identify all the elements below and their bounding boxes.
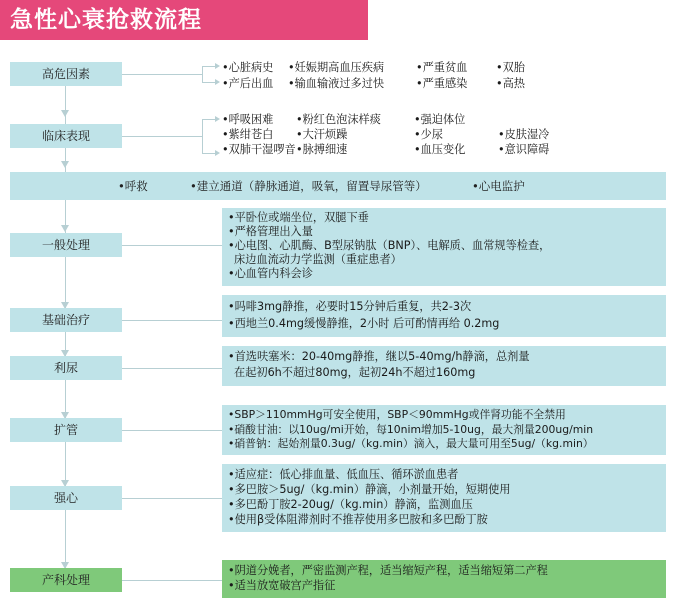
step-diuresis: 利尿 <box>10 356 122 380</box>
connector <box>202 66 203 82</box>
list-item: •严格管理出入量 <box>228 225 313 238</box>
list-item: •输血输液过多过快 <box>288 77 385 90</box>
list-item: •强迫体位 <box>414 113 466 126</box>
list-item: •适应症：低心排血量、低血压、循环淤血患者 <box>228 468 459 481</box>
rescue-access: •建立通道（静脉通道，吸氧，留置导尿管等） <box>190 179 427 193</box>
connector <box>122 74 202 75</box>
list-item: •大汗烦躁 <box>296 128 348 141</box>
list-item: •多巴胺＞5ug/（kg.min）静滴，小剂量开始，短期使用 <box>228 483 511 496</box>
diuresis-box <box>222 346 666 386</box>
list-item: •阴道分娩者，严密监测产程，适当缩短产程，适当缩短第二产程 <box>228 564 548 577</box>
connector-arrow <box>215 150 220 156</box>
list-item: •严重感染 <box>416 77 468 90</box>
list-item: •皮肤湿冷 <box>498 128 550 141</box>
list-item: 在起初6h不超过80mg，起初24h不超过160mg <box>234 366 476 379</box>
list-item: •适当放宽破宫产指征 <box>228 579 336 592</box>
flow-arrow <box>61 161 69 168</box>
list-item: •妊娠期高血压疾病 <box>288 61 385 74</box>
risk-factors-list <box>222 60 666 92</box>
connector <box>202 119 203 153</box>
connector-arrow <box>215 116 220 122</box>
connector <box>122 136 202 137</box>
step-clinical-signs: 临床表现 <box>10 124 122 148</box>
inotropic-box <box>222 464 666 532</box>
list-item <box>498 112 598 127</box>
list-item: •脉搏细速 <box>296 143 348 156</box>
list-item: •吗啡3mg静推，必要时15分钟后重复，共2-3次 <box>228 300 472 313</box>
clinical-signs-list <box>222 112 666 157</box>
list-item: •意识障碍 <box>498 143 550 156</box>
list-item: •高热 <box>496 77 525 90</box>
list-item: •双肺干湿啰音 <box>222 143 296 156</box>
page-title: 急性心衰抢救流程 <box>0 0 368 40</box>
list-item: •血压变化 <box>414 143 466 156</box>
list-item: •心电图、心肌酶、B型尿钠肽（BNP）、电解质、血常规等检查， <box>228 239 551 252</box>
rescue-bar <box>10 172 666 200</box>
connector-arrow <box>215 79 220 85</box>
list-item: •心血管内科会诊 <box>228 267 313 280</box>
list-item: •紫绀苍白 <box>222 128 274 141</box>
general-care-box <box>222 208 666 286</box>
step-risk-factors: 高危因素 <box>10 62 122 86</box>
rescue-monitor: •心电监护 <box>472 179 525 193</box>
rescue-call: •呼救 <box>118 179 148 193</box>
step-inotropic: 强心 <box>10 486 122 510</box>
list-item: •平卧位或端坐位，双腿下垂 <box>228 211 369 224</box>
list-item: •产后出血 <box>222 77 274 90</box>
list-item: 床边血流动力学监测（重症患者） <box>234 253 402 266</box>
flow-arrow <box>61 225 69 232</box>
connector-arrow <box>215 63 220 69</box>
step-obstetric-care: 产科处理 <box>10 568 122 592</box>
step-basic-treatment: 基础治疗 <box>10 308 122 332</box>
connector <box>122 368 222 369</box>
obstetric-care-box <box>222 560 666 598</box>
basic-treatment-box <box>222 295 666 337</box>
list-item: •SBP＞110mmHg可安全使用，SBP＜90mmHg或伴肾功能不全禁用 <box>228 408 566 421</box>
list-item: •少尿 <box>414 128 443 141</box>
connector <box>122 320 222 321</box>
list-item: •双胎 <box>496 61 525 74</box>
connector <box>202 153 216 154</box>
vasodilator-box <box>222 405 666 455</box>
list-item: •首选呋塞米：20-40mg静推，继以5-40mg/h静滴，总剂量 <box>228 350 530 363</box>
list-item: •硝酸甘油：以10ug/mi开始，每10nim增加5-10ug，最大剂量200ug/min <box>228 422 594 436</box>
list-item: •多巴酚丁胺2-20ug/（kg.min）静滴，监测血压 <box>228 498 473 511</box>
step-vasodilator: 扩管 <box>10 418 122 442</box>
list-item: •硝普钠：起始剂量0.3ug/（kg.min）滴入，最大量可用至5ug/（kg.min） <box>228 437 594 450</box>
list-item: •严重贫血 <box>416 61 468 74</box>
list-item: •粉红色泡沫样痰 <box>296 113 381 126</box>
connector <box>202 66 216 67</box>
list-item: •西地兰0.4mg缓慢静推，2小时 后可酌情再给 0.2mg <box>228 317 500 330</box>
flow-arrow <box>61 110 69 117</box>
list-item: •使用β受体阻滞剂时不推荐使用多巴胺和多巴酚丁胺 <box>228 513 488 526</box>
step-general-care: 一般处理 <box>10 233 122 257</box>
connector <box>202 119 216 120</box>
list-item: •呼吸困难 <box>222 113 274 126</box>
connector <box>122 580 222 581</box>
connector <box>122 245 222 246</box>
connector <box>122 430 222 431</box>
connector <box>202 82 216 83</box>
list-item: •心脏病史 <box>222 61 274 74</box>
connector <box>122 498 222 499</box>
